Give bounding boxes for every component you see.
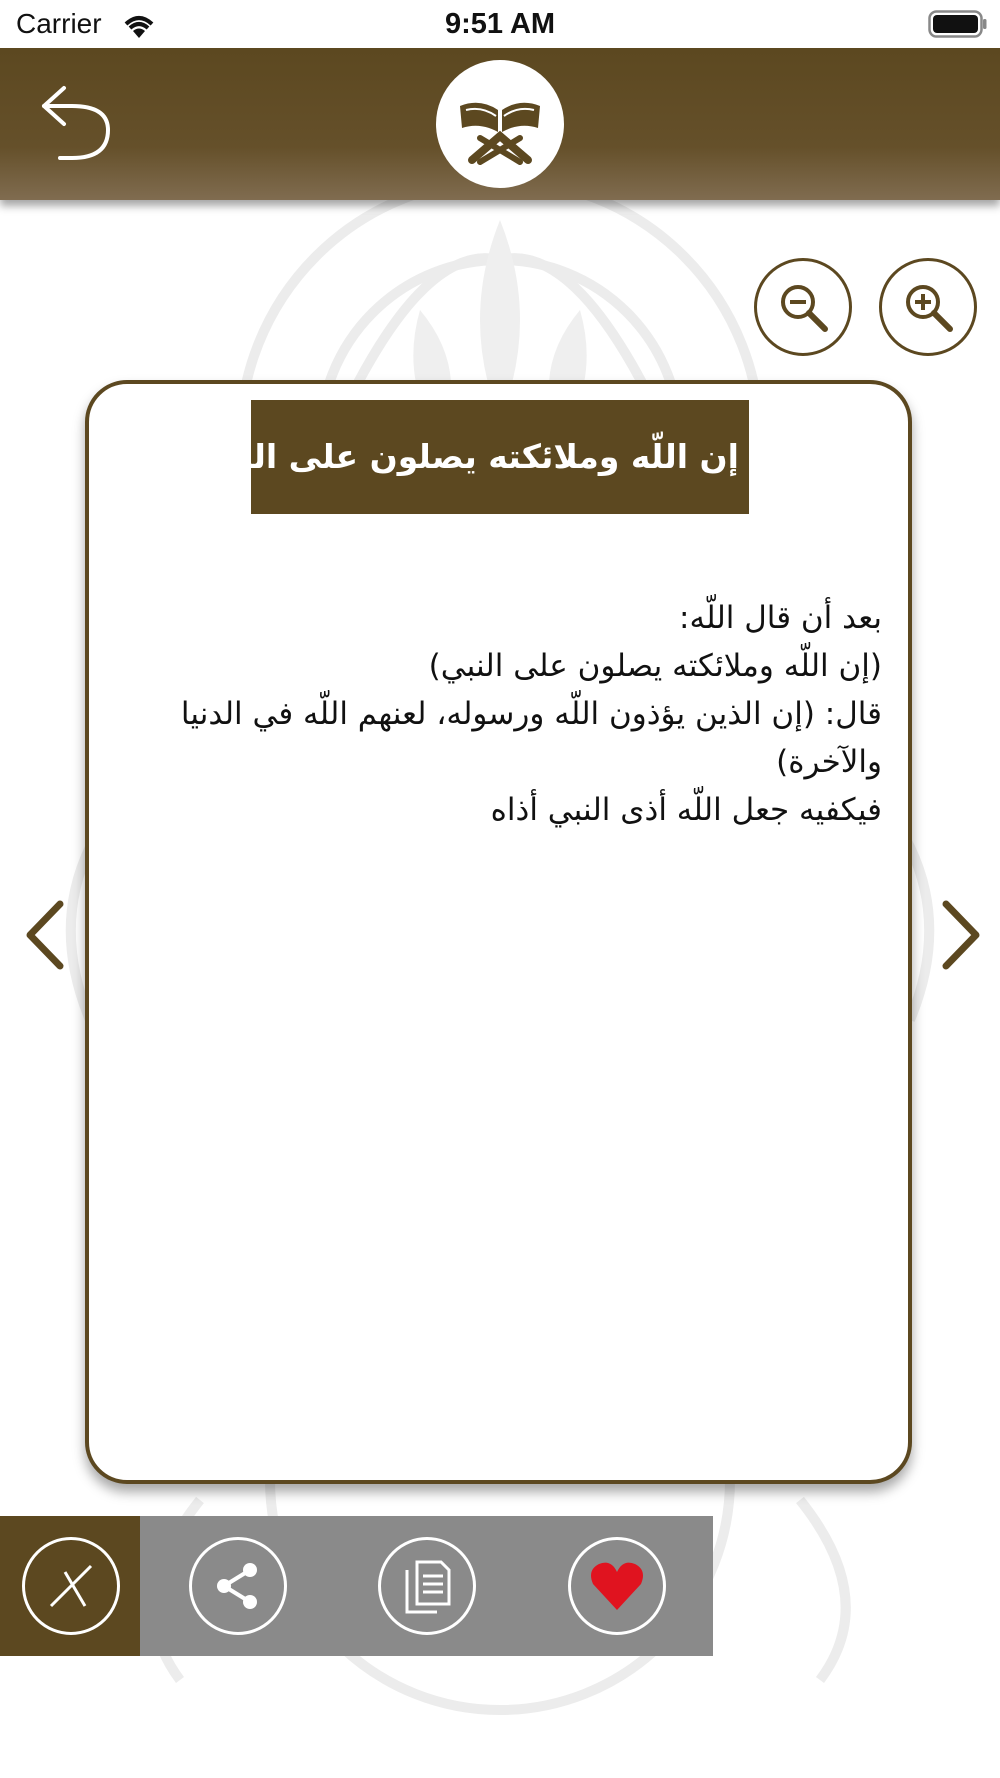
status-bar xyxy=(0,0,1000,48)
chevron-left-icon[interactable] xyxy=(20,898,70,972)
favorite-button[interactable] xyxy=(568,1537,666,1635)
card-title-bar xyxy=(193,400,749,514)
zoom-out-button[interactable] xyxy=(754,258,852,356)
bottom-toolbar xyxy=(0,1516,713,1656)
quran-stand-icon xyxy=(452,76,548,172)
carrier-label: Carrier xyxy=(16,8,102,39)
zoom-out-icon xyxy=(775,279,831,335)
card-body xyxy=(179,594,882,834)
copy-icon xyxy=(397,1556,457,1616)
back-arrow-icon[interactable] xyxy=(36,82,116,162)
card-line: (إن اللّه وملائكته يصلون على النبي) xyxy=(428,648,882,684)
zoom-in-icon xyxy=(900,279,956,335)
zoom-in-button[interactable] xyxy=(879,258,977,356)
card-line: قال: (إن الذين يؤذون اللّه ورسوله، لعنهم اللّه في الدنيا والآخرة) xyxy=(180,696,882,780)
close-button[interactable] xyxy=(22,1537,120,1635)
header-bar xyxy=(0,48,1000,200)
heart-icon xyxy=(587,1556,647,1616)
share-button[interactable] xyxy=(189,1537,287,1635)
chevron-right-icon[interactable] xyxy=(936,898,986,972)
clock: 9:51 AM xyxy=(444,8,556,40)
app-logo xyxy=(436,60,564,188)
content-card xyxy=(85,380,912,1484)
copy-button[interactable] xyxy=(378,1537,476,1635)
share-icon xyxy=(208,1556,268,1616)
close-tab xyxy=(0,1516,140,1656)
card-line: بعد أن قال اللّه: xyxy=(679,600,882,636)
battery-icon xyxy=(928,10,988,38)
close-icon xyxy=(41,1556,101,1616)
card-line: فيكفيه جعل اللّه أذى النبي أذاه xyxy=(490,792,882,828)
card-title: إن اللّه وملائكته يصلون على النبي xyxy=(193,437,739,476)
